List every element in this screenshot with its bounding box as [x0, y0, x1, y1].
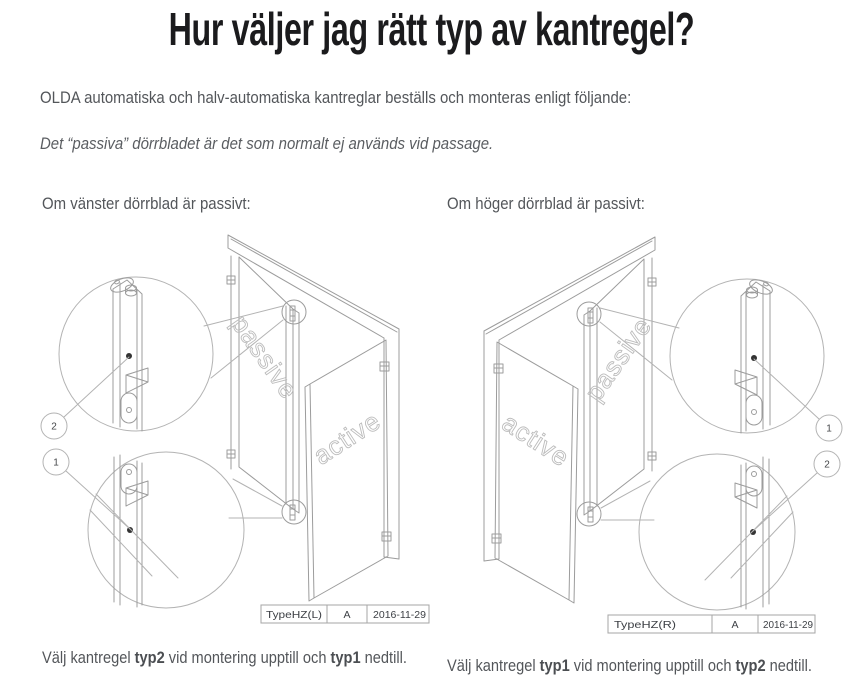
instruction-bold-type: typ2 — [735, 656, 766, 675]
active-door-label: active — [307, 405, 387, 471]
instruction-text: nedtill. — [765, 656, 812, 675]
instruction-text: Välj kantregel — [42, 648, 135, 667]
title-block-revision: A — [731, 619, 739, 631]
title-block — [608, 615, 815, 633]
title-block-date: 2016-11-29 — [763, 619, 814, 631]
instruction-bold-type: typ1 — [330, 648, 361, 667]
title-block-type: TypeHZ(R) — [614, 619, 676, 631]
title-block-type: TypeHZ(L) — [266, 609, 322, 621]
passive-door-label: passive — [225, 309, 305, 405]
instruction-text: nedtill. — [360, 648, 407, 667]
instruction-text: vid montering upptill och — [569, 656, 736, 675]
right-door-diagram — [443, 228, 853, 646]
page-title — [0, 2, 862, 56]
instruction-bold-type: typ2 — [134, 648, 165, 667]
intro-text: OLDA automatiska och halv-automatiska kantreglar beställs och monteras enligt följande: — [40, 88, 632, 107]
right-column-heading-text: Om höger dörrblad är passivt: — [447, 194, 645, 213]
intro-paragraph — [40, 87, 712, 109]
callout-top-number: 2 — [51, 421, 57, 433]
title-block-date: 2016-11-29 — [373, 609, 427, 621]
instruction-text: vid montering upptill och — [164, 648, 331, 667]
note-paragraph — [40, 133, 555, 155]
right-instruction — [447, 651, 843, 681]
left-column-heading-text: Om vänster dörrblad är passivt: — [42, 194, 251, 213]
note-text: Det “passiva” dörrbladet är det som normalt ej används vid passage. — [40, 134, 494, 153]
callout-bottom-number: 1 — [53, 457, 59, 469]
passive-door-label: passive — [578, 311, 658, 407]
left-instruction — [42, 643, 438, 673]
right-column-heading — [447, 193, 672, 215]
title-block-revision: A — [343, 609, 351, 621]
page-title-text: Hur väljer jag rätt typ av kantregel? — [168, 3, 694, 55]
instruction-bold-type: typ1 — [539, 656, 570, 675]
callout-top-number: 1 — [826, 423, 832, 435]
left-column-heading — [42, 193, 279, 215]
callout-bottom-number: 2 — [824, 459, 830, 471]
left-door-diagram — [30, 226, 440, 638]
title-block — [261, 605, 429, 623]
instruction-text: Välj kantregel — [447, 656, 540, 675]
active-door-label: active — [496, 407, 576, 473]
